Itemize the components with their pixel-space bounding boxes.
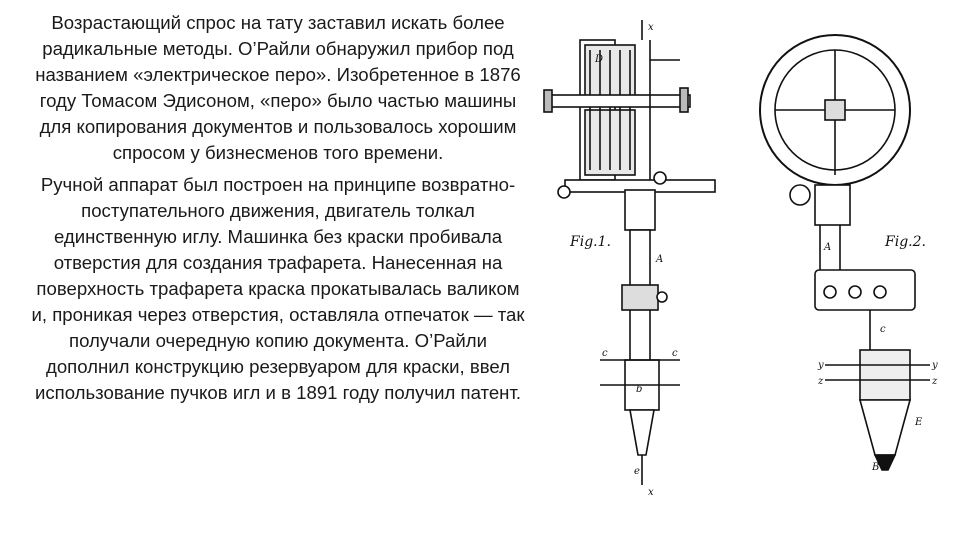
fig2-label: c xyxy=(880,324,886,335)
paragraph-2: Ручной аппарат был построен на принципе возвратно-поступательного движения, двигатель толкал единственную иглу. Машинка без краски пробивала отверстия для создания трафарета. Нанесенная на поверхность трафарета краска прокатывалась валиком и, проникая через отверстия, оставляла отпечаток — так получали очередную копию документа. О’Райли дополнил конструкцию резервуаром для краски, ввел использование пучков игл и в 1891 году получил патент. xyxy=(31,174,525,403)
slide-text xyxy=(28,10,528,406)
fig2-label: y xyxy=(932,360,938,371)
fig2-label: z xyxy=(818,376,824,387)
fig2-label: B xyxy=(872,462,880,473)
fig1-label: D xyxy=(595,54,604,65)
fig1-label: x xyxy=(648,22,654,33)
fig1-label: x xyxy=(648,487,654,498)
fig1-label: b xyxy=(636,384,643,395)
paragraph-1: Возрастающий спрос на тату заставил искать более радикальные методы. О’Райли обнаружил прибор под названием «электрическое перо». Изобретенное в 1876 году Томасом Эдисоном, «перо» было частью машины для копирования документов и пользовалось хорошим спросом у бизнесменов того времени. xyxy=(35,12,521,163)
fig1-label: c xyxy=(602,348,608,359)
fig2-label: y xyxy=(818,360,824,371)
patent-drawing-svg xyxy=(530,0,960,540)
fig1-label: e xyxy=(634,466,640,477)
fig2-drawing xyxy=(760,35,930,470)
fig1-caption: Fig.1. xyxy=(570,234,611,250)
fig1-drawing xyxy=(544,20,715,485)
fig2-label: E xyxy=(915,417,923,428)
fig2-label: z xyxy=(932,376,938,387)
fig1-label: c xyxy=(672,348,678,359)
fig1-label: A xyxy=(656,254,664,265)
patent-drawing xyxy=(530,0,960,540)
fig2-caption: Fig.2. xyxy=(885,234,926,250)
fig2-label: A xyxy=(824,242,832,253)
